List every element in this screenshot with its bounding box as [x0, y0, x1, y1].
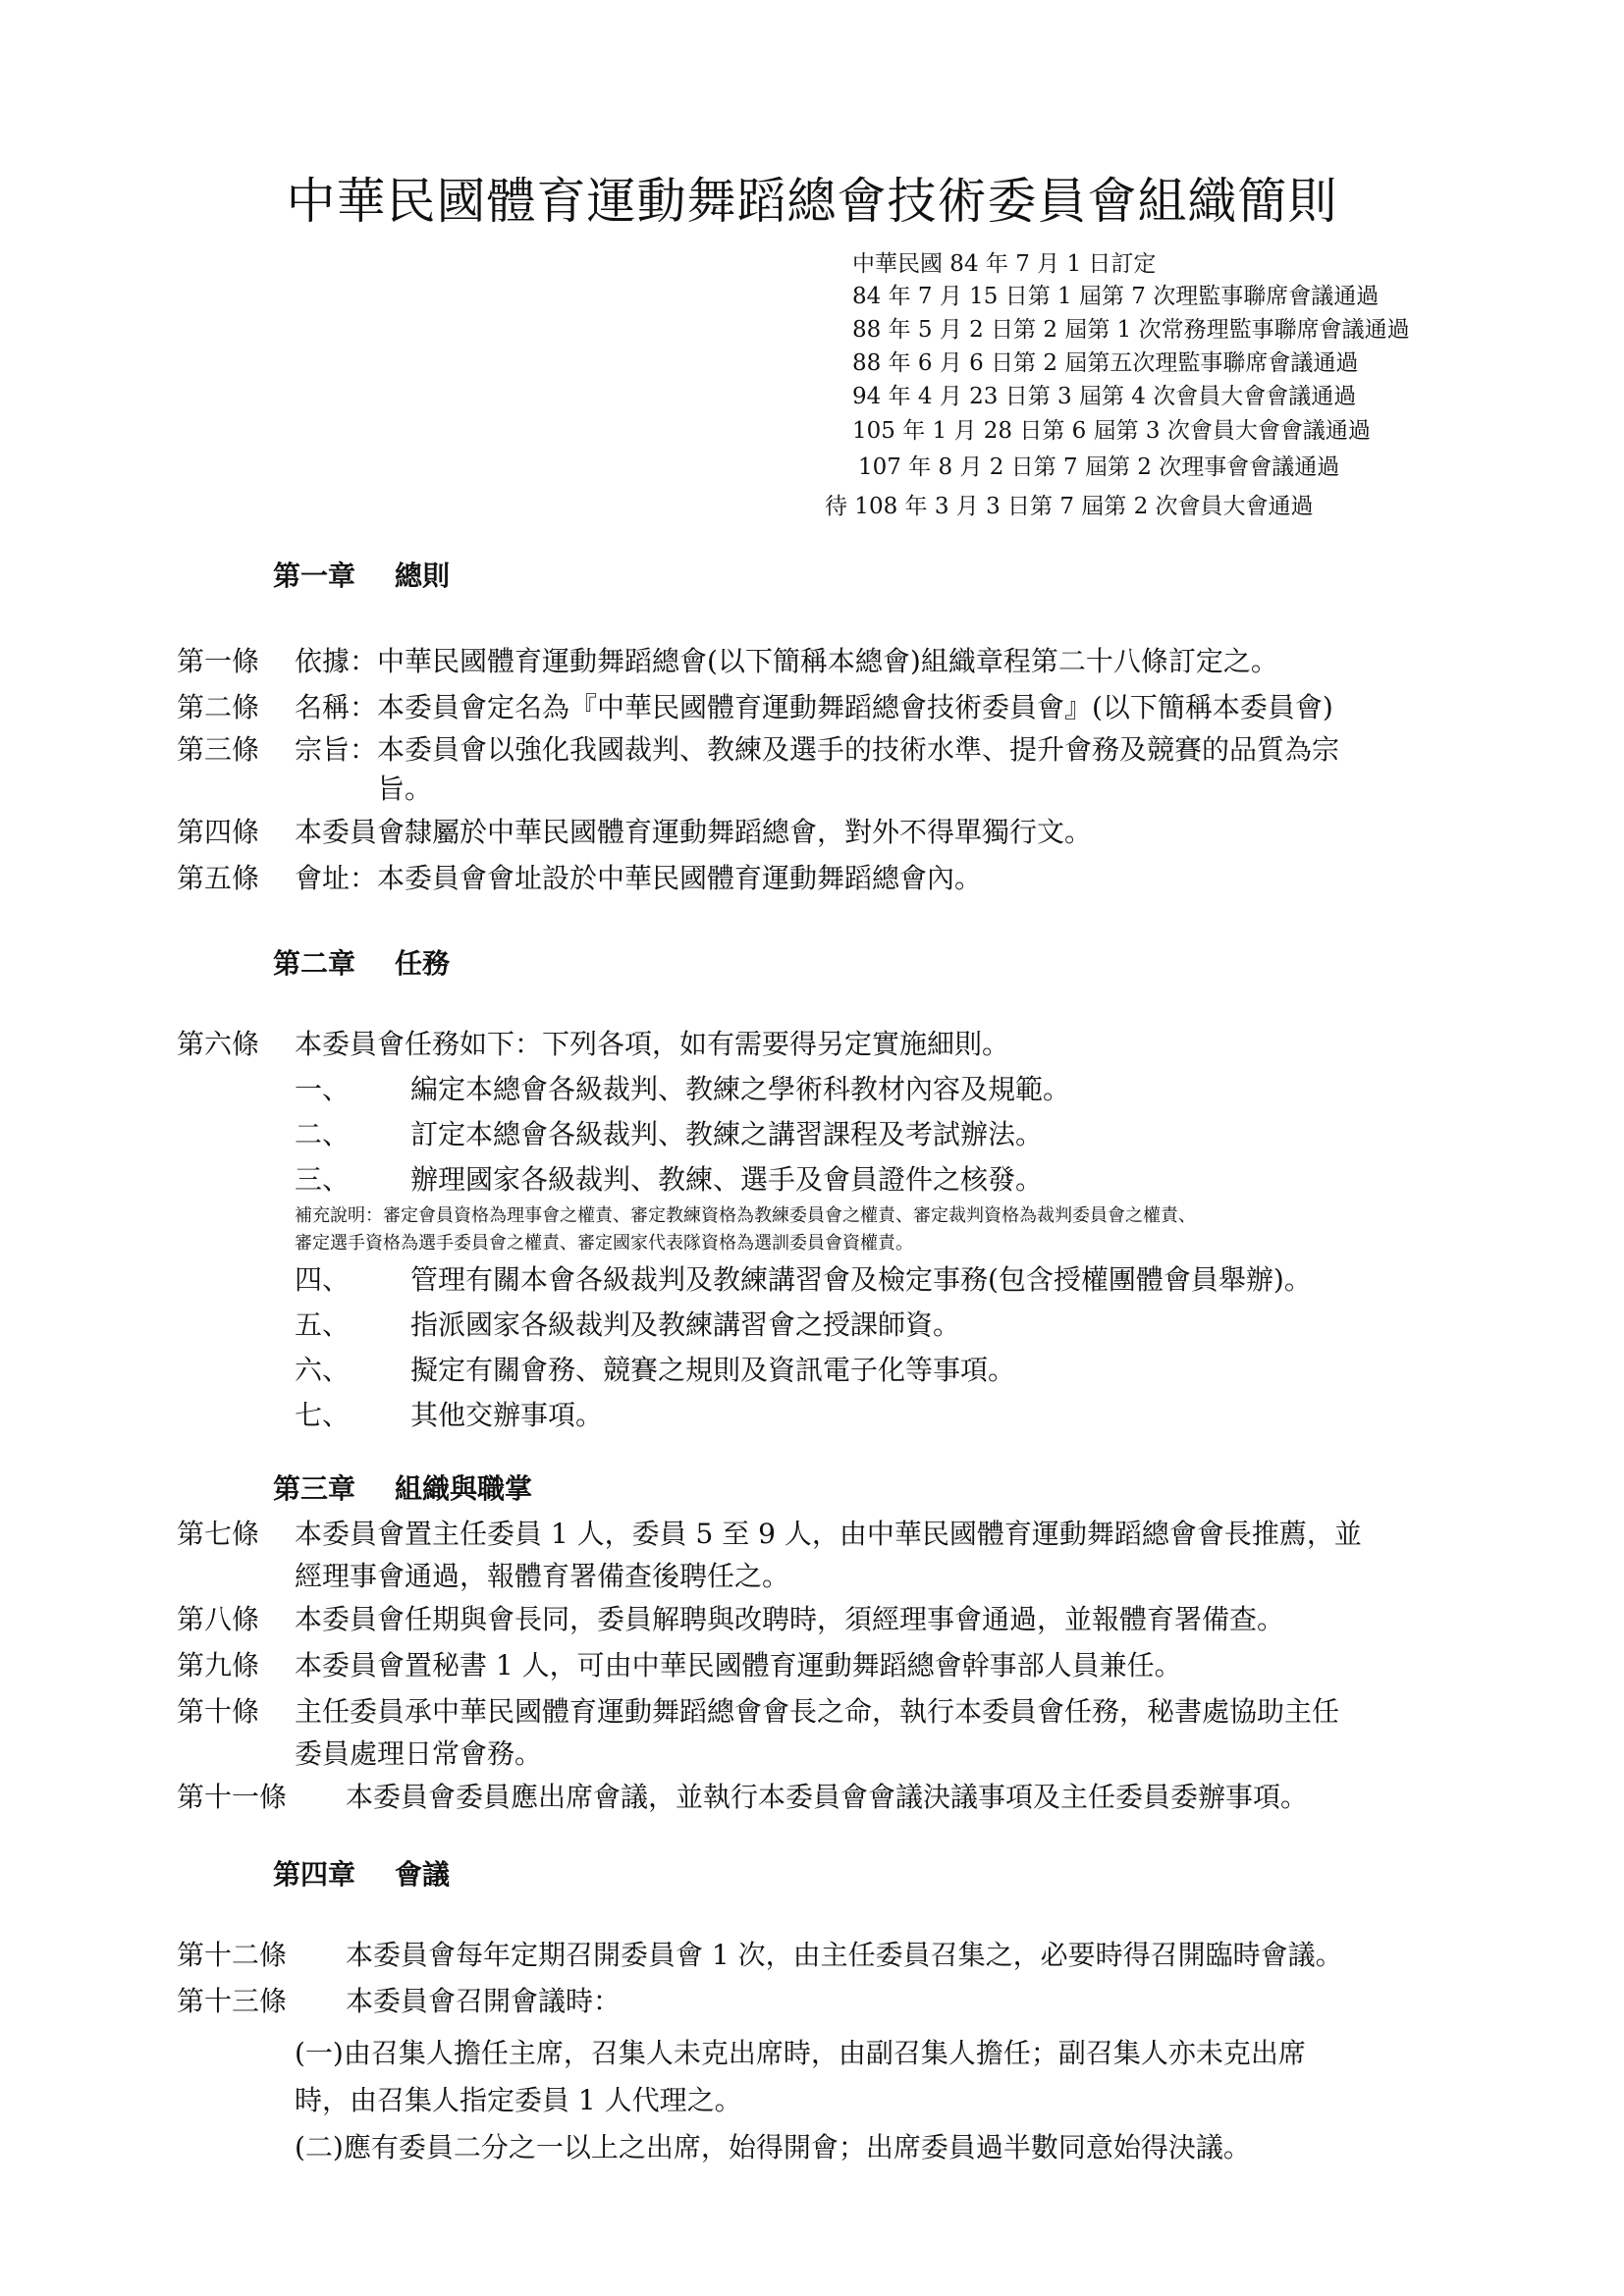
history-line: 84 年 7 月 15 日第 1 屆第 7 次理監事聯席會議通過 — [852, 284, 1380, 309]
article-number: 第九條 — [177, 1649, 260, 1682]
article-number: 第八條 — [177, 1603, 260, 1635]
task-item — [177, 1067, 1542, 1112]
article-text: 宗旨：本委員會以強化我國裁判、教練及選手的技術水準、提升會務及競賽的品質為宗 — [295, 733, 1340, 766]
supplementary-note: 補充說明：審定會員資格為理事會之權責、審定教練資格為教練委員會之權責、審定裁判資格為裁判委員會之權責、 — [295, 1205, 1196, 1226]
task-item — [177, 1257, 1542, 1303]
task-text: 辦理國家各級裁判、教練、選手及會員證件之核發。 — [410, 1163, 1044, 1196]
history-line: 88 年 6 月 6 日第 2 屆第五次理監事聯席會議通過 — [852, 350, 1359, 376]
chapter-heading — [177, 1468, 1542, 1507]
article-number: 第二條 — [177, 691, 260, 723]
task-item — [177, 1112, 1542, 1157]
task-marker: 一、 — [295, 1073, 351, 1105]
article-number: 第五條 — [177, 862, 260, 894]
task-text: 擬定有關會務、競賽之規則及資訊電子化等事項。 — [410, 1354, 1016, 1386]
article — [177, 855, 1542, 901]
task-item — [177, 1393, 1542, 1438]
task-text: 其他交辦事項。 — [410, 1399, 604, 1431]
article-text: 本委員會每年定期召開委員會 1 次，由主任委員召集之，必要時得召開臨時會議。 — [346, 1939, 1343, 1971]
article-text: 名稱：本委員會定名為『中華民國體育運動舞蹈總會技術委員會』(以下簡稱本委員會) — [295, 691, 1333, 723]
article-text: 依據：中華民國體育運動舞蹈總會(以下簡稱本總會)組織章程第二十八條訂定之。 — [295, 645, 1278, 677]
task-text: 編定本總會各級裁判、教練之學術科教材內容及規範。 — [410, 1073, 1071, 1105]
article-text: 本委員會任務如下：下列各項，如有需要得另定實施細則。 — [295, 1028, 1010, 1060]
article — [177, 638, 1542, 684]
task-marker: 七、 — [295, 1399, 351, 1431]
article-number: 第十二條 — [177, 1939, 288, 1971]
history-line: 待 108 年 3 月 3 日第 7 屆第 2 次會員大會通過 — [825, 494, 1314, 519]
article — [177, 1596, 1542, 1642]
chapter-name: 會議 — [395, 1858, 451, 1891]
task-marker: 六、 — [295, 1354, 351, 1386]
history-line: 94 年 4 月 23 日第 3 屆第 4 次會員大會會議通過 — [852, 384, 1357, 409]
article — [177, 1688, 1542, 1735]
article-number: 第六條 — [177, 1028, 260, 1060]
chapter-label: 第三章 — [273, 1472, 356, 1505]
article-text: 本委員會召開會議時： — [346, 1985, 622, 2017]
article-text: 本委員會委員應出席會議，並執行本委員會會議決議事項及主任委員委辦事項。 — [346, 1781, 1309, 1813]
article-text: 會址：本委員會會址設於中華民國體育運動舞蹈總會內。 — [295, 862, 983, 894]
article — [177, 1932, 1542, 1978]
chapter-heading — [177, 942, 1542, 982]
task-marker: 四、 — [295, 1263, 351, 1296]
article-text-continued: 委員處理日常會務。 — [295, 1737, 543, 1770]
meeting-rule: (二)應有委員二分之一以上之出席，始得開會；出席委員過半數同意始得決議。 — [295, 2131, 1251, 2163]
article — [177, 1978, 1542, 2024]
article — [177, 1021, 1542, 1067]
article — [177, 684, 1542, 730]
history-line: 88 年 5 月 2 日第 2 屆第 1 次常務理監事聯席會議通過 — [852, 317, 1410, 343]
article-number: 第十一條 — [177, 1781, 288, 1813]
chapter-heading — [177, 555, 1542, 594]
article-text-continued: 旨。 — [377, 773, 433, 805]
article — [177, 1511, 1542, 1557]
article — [177, 809, 1542, 855]
task-marker: 三、 — [295, 1163, 351, 1196]
article-text: 本委員會任期與會長同，委員解聘與改聘時，須經理事會通過，並報體育署備查。 — [295, 1603, 1285, 1635]
chapter-label: 第四章 — [273, 1858, 356, 1891]
meeting-rule-continued: 時，由召集人指定委員 1 人代理之。 — [295, 2084, 742, 2116]
meeting-rule: (一)由召集人擔任主席，召集人未克出席時，由副召集人擔任；副召集人亦未克出席 — [295, 2037, 1306, 2069]
document-title: 中華民國體育運動舞蹈總會技術委員會組織簡則 — [286, 173, 1338, 230]
history-line: 中華民國 84 年 7 月 1 日訂定 — [852, 251, 1157, 277]
article-number: 第一條 — [177, 645, 260, 677]
task-item — [177, 1157, 1542, 1202]
article-text: 本委員會隸屬於中華民國體育運動舞蹈總會，對外不得單獨行文。 — [295, 816, 1093, 848]
article-number: 第三條 — [177, 733, 260, 766]
chapter-name: 任務 — [395, 947, 451, 980]
task-item — [177, 1348, 1542, 1393]
article-number: 第十三條 — [177, 1985, 288, 2017]
chapter-name: 組織與職掌 — [395, 1472, 533, 1505]
chapter-label: 第二章 — [273, 947, 356, 980]
article-number: 第四條 — [177, 816, 260, 848]
task-marker: 二、 — [295, 1118, 351, 1150]
history-line: 107 年 8 月 2 日第 7 屆第 2 次理事會會議通過 — [858, 454, 1340, 480]
supplementary-note: 審定選手資格為選手委員會之權責、審定國家代表隊資格為選訓委員會資權責。 — [295, 1233, 913, 1254]
task-item — [177, 1303, 1542, 1348]
article-text-continued: 經理事會通過，報體育署備查後聘任之。 — [295, 1560, 790, 1592]
article — [177, 730, 1542, 770]
task-text: 指派國家各級裁判及教練講習會之授課師資。 — [410, 1308, 961, 1341]
article — [177, 1774, 1542, 1820]
chapter-label: 第一章 — [273, 560, 356, 592]
article-text: 主任委員承中華民國體育運動舞蹈總會會長之命，執行本委員會任務，秘書處協助主任 — [295, 1695, 1340, 1728]
article — [177, 1642, 1542, 1688]
article-text: 本委員會置秘書 1 人，可由中華民國體育運動舞蹈總會幹事部人員兼任。 — [295, 1649, 1182, 1682]
article-number: 第十條 — [177, 1695, 260, 1728]
article-number: 第七條 — [177, 1518, 260, 1550]
task-text: 訂定本總會各級裁判、教練之講習課程及考試辦法。 — [410, 1118, 1044, 1150]
chapter-name: 總則 — [395, 560, 451, 592]
document-body — [177, 555, 1542, 2171]
article-text: 本委員會置主任委員 1 人，委員 5 至 9 人，由中華民國體育運動舞蹈總會會長推薦，並 — [295, 1518, 1362, 1550]
task-text: 管理有關本會各級裁判及教練講習會及檢定事務(包含授權團體會員舉辦)。 — [410, 1263, 1312, 1296]
task-marker: 五、 — [295, 1308, 351, 1341]
history-line: 105 年 1 月 28 日第 6 屆第 3 次會員大會會議通過 — [852, 418, 1371, 444]
chapter-heading — [177, 1853, 1542, 1893]
